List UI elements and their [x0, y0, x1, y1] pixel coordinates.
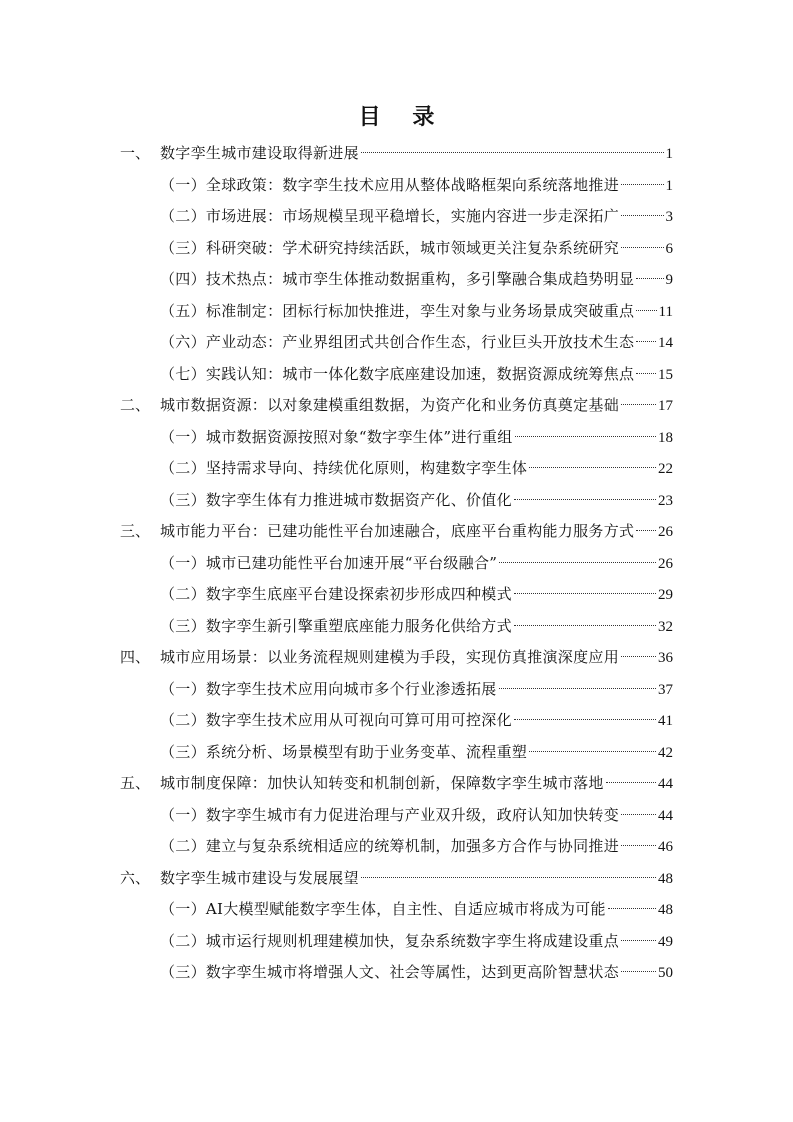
- toc-subsection[interactable]: [160, 737, 673, 767]
- toc-dot-leader: [499, 562, 656, 563]
- toc-subsection[interactable]: [160, 201, 673, 231]
- toc-page-number: 3: [665, 209, 673, 225]
- toc-page-number: 14: [658, 335, 673, 351]
- toc-page-number: 11: [658, 303, 673, 320]
- toc-page-number: 48: [658, 902, 673, 918]
- toc-page-number: 17: [658, 398, 673, 414]
- toc-section-number: 四、: [120, 648, 151, 666]
- toc-dot-leader: [361, 152, 664, 153]
- toc-subsection[interactable]: [160, 422, 673, 452]
- toc-subsection[interactable]: [160, 485, 673, 515]
- toc-dot-leader: [636, 341, 656, 342]
- toc-subsection[interactable]: [160, 264, 673, 294]
- toc-dot-leader: [621, 845, 656, 846]
- toc-page-number: 1: [665, 177, 673, 194]
- toc-entry-title: （六）产业动态：产业界组团式共创合作生态，行业巨头开放技术生态: [160, 333, 635, 351]
- toc-entry-title: 城市数据资源：以对象建模重组数据，为资产化和业务仿真奠定基础: [160, 396, 620, 414]
- toc-subsection[interactable]: [160, 957, 673, 987]
- toc-entry-title: 数字孪生城市建设与发展展望: [160, 868, 359, 887]
- toc-page-number: 9: [665, 272, 673, 288]
- toc-subsection[interactable]: [160, 705, 673, 735]
- toc-dot-leader: [608, 908, 656, 909]
- toc-dot-leader: [499, 688, 656, 689]
- toc-entry-title: （二）数字孪生技术应用从可视向可算可用可控深化: [160, 711, 512, 729]
- toc-page-number: 36: [658, 650, 673, 666]
- toc-entry-title: （七）实践认知：城市一体化数字底座建设加速，数据资源成统筹焦点: [160, 364, 635, 383]
- toc-entry-title: （一）数字孪生城市有力促进治理与产业双升级，政府认知加快转变: [160, 805, 620, 824]
- toc-entry-title: （三）系统分析、场景模型有助于业务变革、流程重塑: [160, 742, 528, 761]
- toc-dot-leader: [621, 971, 656, 972]
- toc-dot-leader: [636, 310, 656, 311]
- toc-entry-title: （二）坚持需求导向、持续优化原则，构建数字孪生体: [160, 459, 528, 477]
- toc-subsection[interactable]: [160, 296, 673, 326]
- toc-dot-leader: [621, 404, 656, 405]
- toc-dot-leader: [514, 625, 656, 626]
- page-title: 目 录: [358, 105, 447, 130]
- toc-section[interactable]: [120, 768, 673, 798]
- toc-entry-title: （三）数字孪生体有力推进城市数据资产化、价值化: [160, 490, 512, 509]
- toc-page-number: 22: [658, 461, 673, 477]
- toc-dot-leader: [621, 184, 663, 185]
- toc-dot-leader: [529, 467, 656, 468]
- toc-dot-leader: [514, 719, 656, 720]
- toc-entry-title: （一）城市已建功能性平台加速开展“平台级融合”: [160, 553, 498, 572]
- toc-entry-title: （一）AI大模型赋能数字孪生体，自主性、自适应城市将成为可能: [160, 900, 606, 918]
- toc-entry-title: （二）市场进展：市场规模呈现平稳增长，实施内容进一步走深拓广: [160, 207, 620, 225]
- toc-entry-title: （三）科研突破：学术研究持续活跃，城市领域更关注复杂系统研究: [160, 238, 620, 257]
- toc-entry-title: 数字孪生城市建设取得新进展: [160, 144, 359, 162]
- toc-dot-leader: [636, 278, 663, 279]
- toc-entry-title: （四）技术热点：城市孪生体推动数据重构，多引擎融合集成趋势明显: [160, 270, 635, 288]
- toc-dot-leader: [514, 593, 656, 594]
- toc-section[interactable]: [120, 863, 673, 893]
- toc-page-number: 1: [665, 146, 673, 162]
- toc-page-number: 23: [658, 492, 673, 509]
- toc-entry-title: （二）数字孪生底座平台建设探索初步形成四种模式: [160, 585, 512, 603]
- toc-page-number: 15: [658, 366, 673, 383]
- toc-section-number: 二、: [120, 396, 151, 414]
- toc-dot-leader: [606, 782, 656, 783]
- toc-subsection[interactable]: [160, 170, 673, 200]
- toc-subsection[interactable]: [160, 611, 673, 641]
- toc-dot-leader: [636, 373, 656, 374]
- toc-dot-leader: [514, 499, 656, 500]
- toc-subsection[interactable]: [160, 800, 673, 830]
- toc-entry-title: （三）数字孪生城市将增强人文、社会等属性，达到更高阶智慧状态: [160, 963, 620, 981]
- toc-entry-title: （三）数字孪生新引擎重塑底座能力服务化供给方式: [160, 616, 512, 635]
- toc-entry-title: 城市应用场景：以业务流程规则建模为手段，实现仿真推演深度应用: [160, 648, 620, 666]
- toc-page-number: 44: [658, 807, 673, 824]
- toc-subsection[interactable]: [160, 674, 673, 704]
- toc-entry-title: （一）数字孪生技术应用向城市多个行业渗透拓展: [160, 679, 497, 698]
- toc-section[interactable]: [120, 642, 673, 672]
- toc-section[interactable]: [120, 516, 673, 546]
- toc-dot-leader: [621, 656, 656, 657]
- toc-subsection[interactable]: [160, 894, 673, 924]
- toc-dot-leader: [621, 215, 663, 216]
- toc-page-number: 42: [658, 744, 673, 761]
- toc-section[interactable]: [120, 390, 673, 420]
- toc-subsection[interactable]: [160, 548, 673, 578]
- toc-page-number: 41: [658, 713, 673, 729]
- toc-section-number: 三、: [120, 522, 151, 540]
- toc-dot-leader: [529, 751, 656, 752]
- toc-subsection[interactable]: [160, 453, 673, 483]
- toc-section-number: 五、: [120, 774, 151, 792]
- toc-page-number: 48: [658, 870, 673, 887]
- toc-page-number: 6: [665, 240, 673, 257]
- toc-page-number: 49: [658, 933, 673, 950]
- toc-entry-title: （一）城市数据资源按照对象“数字孪生体”进行重组: [160, 427, 513, 446]
- toc-dot-leader: [515, 436, 656, 437]
- toc-dot-leader: [361, 877, 656, 878]
- toc-entry-title: 城市能力平台：已建功能性平台加速融合，底座平台重构能力服务方式: [160, 522, 635, 540]
- toc-dot-leader: [621, 247, 663, 248]
- toc-subsection[interactable]: [160, 579, 673, 609]
- toc-dot-leader: [621, 814, 656, 815]
- toc-subsection[interactable]: [160, 926, 673, 956]
- toc-subsection[interactable]: [160, 233, 673, 263]
- toc-page-number: 29: [658, 587, 673, 603]
- toc-dot-leader: [636, 530, 656, 531]
- toc-page-number: 37: [658, 681, 673, 698]
- toc-page-number: 46: [658, 839, 673, 855]
- toc-section-number: 一、: [120, 144, 151, 162]
- toc-section-number: 六、: [120, 868, 151, 887]
- toc-section[interactable]: [120, 138, 673, 168]
- toc-page-number: 50: [658, 965, 673, 981]
- toc-dot-leader: [621, 940, 656, 941]
- toc-subsection[interactable]: [160, 359, 673, 389]
- toc-entry-title: （二）建立与复杂系统相适应的统筹机制，加强多方合作与协同推进: [160, 837, 620, 855]
- toc-subsection[interactable]: [160, 831, 673, 861]
- toc-entry-title: （二）城市运行规则机理建模加快，复杂系统数字孪生将成建设重点: [160, 931, 620, 950]
- toc-entry-title: 城市制度保障：加快认知转变和机制创新，保障数字孪生城市落地: [160, 774, 604, 792]
- toc-page-number: 44: [658, 776, 673, 792]
- toc-page-number: 32: [658, 618, 673, 635]
- toc-page-number: 26: [658, 524, 673, 540]
- toc-page-number: 26: [658, 555, 673, 572]
- toc-entry-title: （一）全球政策：数字孪生技术应用从整体战略框架向系统落地推进: [160, 175, 620, 194]
- toc-subsection[interactable]: [160, 327, 673, 357]
- toc-page-number: 18: [658, 429, 673, 446]
- toc-entry-title: （五）标准制定：团标行标加快推进，孪生对象与业务场景成突破重点: [160, 301, 635, 320]
